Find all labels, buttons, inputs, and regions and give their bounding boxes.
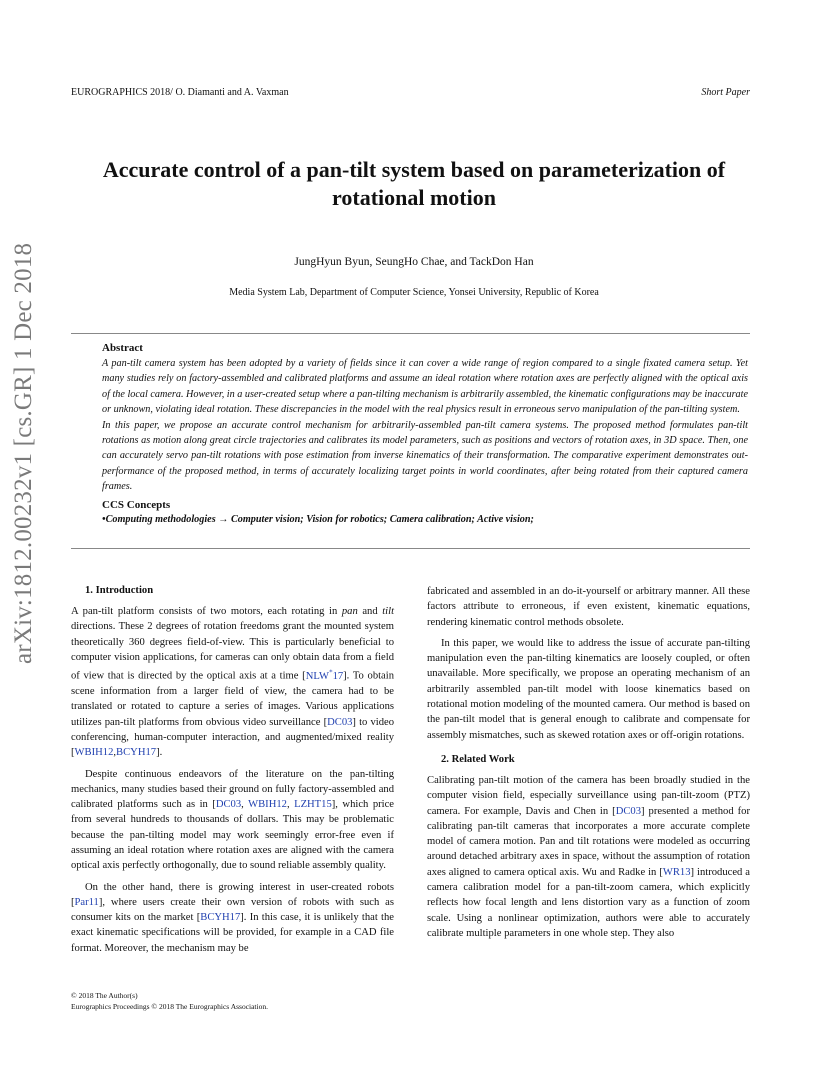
ccs-heading: CCS Concepts	[102, 498, 171, 511]
citation-link-wr13[interactable]: WR13	[662, 866, 691, 878]
author-list: JungHyun Byun, SeungHo Chae, and TackDon Han	[294, 256, 534, 268]
arxiv-stamp-text: arXiv:1812.00232v1 [cs.GR] 1 Dec 2018	[10, 242, 37, 664]
citation-link-bcyh17[interactable]: BCYH17	[200, 912, 241, 924]
citation-link-wbih12[interactable]: WBIH12	[74, 747, 114, 759]
citation-link-bcyh17[interactable]: BCYH17	[116, 747, 157, 759]
abstract-top-rule	[71, 333, 750, 334]
related-work-paragraph: Calibrating pan-tilt motion of the camera has been broadly studied in the computer vision field, especially surveillance using pan-tilt-zoom (PTZ) camera. For example, Davis and Chen in [DC03] presented a method for calibrating pan-tilt cameras that incorporates a more accurate complete model of camera motion. Pan and tilt rotations were modeled as occurring around detached arbitrary axes in space, without the assumption of rotation axes aligned to camera optical axis. Wu and Radke in [WR13] introduced a camera calibration model for a pan-tilt-zoom camera, which explicitly reflects how focal length and lens distortion vary as a function of zoom scale. Using a nonlinear optimization, authors were able to accurately calibrate multiple parameters in one whole step. They also	[427, 774, 751, 939]
citation-link-dc03[interactable]: DC03	[615, 805, 642, 817]
intro-paragraph-1: A pan-tilt platform consists of two motors, each rotating in pan and tilt directions. These 2 degrees of rotation freedoms grant the mounted system theoretically 360 degrees field-of-view. This is particularly beneficial to computer vision applications, for cameras can only obtain data from a field of view that is directed by the optical axis at a time [NLW*17]. To obtain scene information from a larger field of view, the camera had to be translated or rotated to capture a series of images. Various applications utilizes pan-tilt platforms from obvious video surveillance [DC03] to video conferencing, human-computer interaction, and augmented/mixed reality [WBIH12,BCYH17].	[71, 606, 395, 759]
copyright-footer	[71, 990, 268, 1012]
citation-link-nlw17[interactable]: NLW*17	[305, 668, 344, 682]
paper-title: Accurate control of a pan-tilt system based on parameterization of rotational motion	[102, 157, 726, 210]
left-column	[71, 584, 394, 962]
ccs-concepts: •Computing methodologies → Computer vision; Vision for robotics; Camera calibration; Active vision;	[102, 513, 534, 525]
section-heading-introduction: 1. Introduction	[85, 585, 154, 596]
intro-paragraph-3: On the other hand, there is growing interest in user-created robots [Par11], where users create their own version of robots with such as consumer kits on the market [BCYH17]. In this case, it is unlikely that the exact kinematic specifications will be provided, for example in a CAD file format. Moreover, the mechanism may be	[71, 881, 394, 954]
intro-paragraph-4: fabricated and assembled in an do-it-yourself or arbitrary manner. All these factors attribute to erroneous, if even existent, kinematic equations, rendering kinematic control methods obsolete.	[427, 586, 750, 628]
abstract-block	[102, 341, 748, 527]
abstract-paragraph-1: A pan-tilt camera system has been adopted by a variety of fields since it can cover a wide range of region compared to a single fixated camera setup. Yet many studies rely on factory-assembled and calibrated platforms and assume an ideal rotation where rotation axes are perfectly aligned with the optical axis of the local camera. However, in a user-created setup where a pan-tilting mechanism is arbitrarily assembled, the kinematic configurations may be inaccurate or unknown, violating ideal rotation. These discrepancies in the model with the real physics result in erroneous servo manipulation of the pan-tilting system.	[102, 358, 748, 416]
footer-line-2: Eurographics Proceedings © 2018 The Eurographics Association.	[71, 1002, 268, 1011]
intro-paragraph-2: Despite continuous endeavors of the literature on the pan-tilting mechanics, many studies based their ground on fully factory-assembled and calibrated platforms such as in [DC03, WBIH12, LZHT15], which price from several hundreds to thousands of dollars. This may be problematic because the pan-tilting model may work seemingly error-free even if assuming an ideal rotation where rotation axes are aligned with the camera optical axis perfectly orthogonally, due to sound reliable assembly quality.	[71, 768, 394, 872]
abstract-paragraph-2: In this paper, we propose an accurate control mechanism for arbitrarily-assembled pan-tilt camera systems. The proposed method formulates pan-tilt rotations as motion along great circle trajectories and calibrates its model parameters, such as positions and vectors of rotation axes, in 3D space. Then, one can accurately servo pan-tilt rotations with pose estimation from inverse kinematics of their transformation. The comparative experiment demonstrates out-performance of the proposed method, in terms of accurately localizing target points in world coordinates, after being rotated from their captured camera frames.	[102, 419, 748, 493]
section-heading-related-work: 2. Related Work	[441, 753, 515, 765]
abstract-heading: Abstract	[102, 342, 143, 354]
citation-link-par11[interactable]: Par11	[74, 896, 99, 908]
citation-link-dc03[interactable]: DC03	[327, 716, 353, 728]
abstract-bottom-rule	[71, 548, 750, 549]
footer-line-1: © 2018 The Author(s)	[71, 991, 138, 1000]
running-header-left: EUROGRAPHICS 2018/ O. Diamanti and A. Vaxman	[71, 87, 289, 98]
right-column	[427, 584, 750, 947]
running-header-right: Short Paper	[701, 87, 750, 98]
citation-link-lzht15[interactable]: LZHT15	[294, 799, 332, 811]
affiliation: Media System Lab, Department of Computer Science, Yonsei University, Republic of Korea	[229, 287, 599, 298]
citation-link-wbih12[interactable]: WBIH12	[248, 799, 287, 811]
intro-paragraph-5: In this paper, we would like to address the issue of accurate pan-tilting manipulation even the pan-tilting kinematics are loosely coupled, or often unavailable. More specifically, we propose an operating mechanism of an arbitrarily assembled pan-tilt model with loose kinematics based on rotational motion modeling of the mounted camera. Our method is based on the pan-tilt model that is general enough to calibrate and compensate for assembly mismatches, such as skewed rotation axes or off-origin rotations.	[427, 637, 750, 741]
citation-link-dc03[interactable]: DC03	[215, 799, 242, 811]
